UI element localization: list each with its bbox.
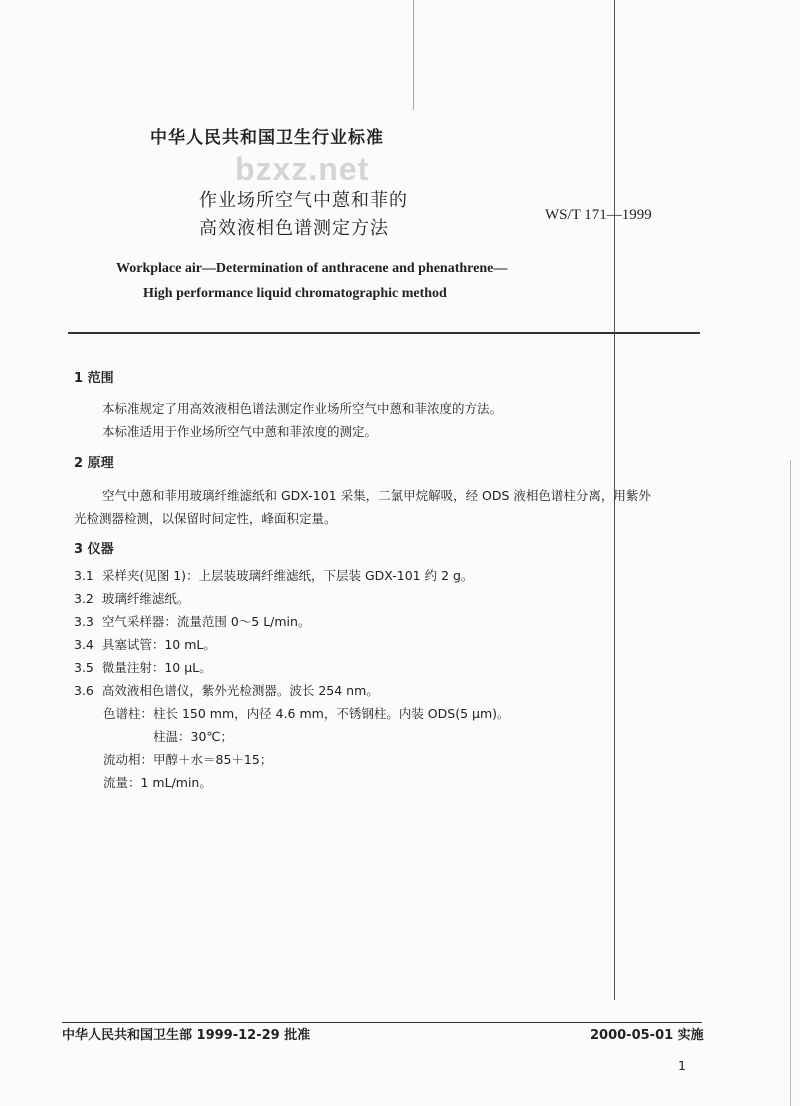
sub-item: 色谱柱：柱长 150 mm，内径 4.6 mm，不锈钢柱。内装 ODS(5 μm)。 xyxy=(103,706,510,721)
approval-date: 中华人民共和国卫生部 1999-12-29 批准 xyxy=(62,1028,311,1043)
paragraph: 光检测器检测，以保留时间定性，峰面积定量。 xyxy=(74,511,337,526)
sub-item: 柱温：30℃； xyxy=(153,729,233,744)
footer-rule xyxy=(62,1022,702,1023)
sub-item: 流量：1 mL/min。 xyxy=(103,775,212,790)
sub-item: 流动相：甲醇＋水＝85＋15； xyxy=(103,752,273,767)
item-text: 微量注射：10 μL。 xyxy=(101,660,212,675)
scan-line xyxy=(790,460,791,1106)
item-text: 具塞试管：10 mL。 xyxy=(101,637,216,652)
item-number: 3.6 xyxy=(74,683,94,698)
item-text: 高效液相色谱仪，紫外光检测器。波长 254 nm。 xyxy=(101,683,379,698)
title-line-2: 高效液相色谱测定方法 xyxy=(199,218,389,239)
english-title-line-2: High performance liquid chromatographic method xyxy=(143,286,447,301)
list-item xyxy=(74,568,473,584)
list-item xyxy=(74,637,216,653)
item-number: 3.5 xyxy=(74,660,94,675)
page-number: 1 xyxy=(678,1058,686,1073)
english-title-line-1: Workplace air—Determination of anthracene and phenathrene— xyxy=(116,261,508,276)
paragraph: 本标准适用于作业场所空气中蒽和菲浓度的测定。 xyxy=(102,424,378,439)
effective-date: 2000-05-01 实施 xyxy=(590,1028,704,1043)
section-heading: 3 仪器 xyxy=(74,542,114,557)
scan-line xyxy=(413,0,414,110)
item-text: 玻璃纤维滤纸。 xyxy=(101,591,190,606)
issuing-organization: 中华人民共和国卫生行业标准 xyxy=(150,128,384,148)
list-item xyxy=(74,591,189,607)
item-text: 空气采样器：流量范围 0～5 L/min。 xyxy=(101,614,311,629)
item-number: 3.4 xyxy=(74,637,94,652)
item-text: 采样夹(见图 1)：上层装玻璃纤维滤纸，下层装 GDX-101 约 2 g。 xyxy=(101,568,474,583)
paragraph: 空气中蒽和菲用玻璃纤维滤纸和 GDX-101 采集，二氯甲烷解吸，经 ODS 液相色谱柱分离，用紫外 xyxy=(102,488,651,503)
item-number: 3.1 xyxy=(74,568,94,583)
item-number: 3.2 xyxy=(74,591,94,606)
watermark: bzxz.net xyxy=(235,151,370,187)
standard-code: WS/T 171—1999 xyxy=(545,207,652,223)
list-item xyxy=(74,683,379,699)
paragraph: 本标准规定了用高效液相色谱法测定作业场所空气中蒽和菲浓度的方法。 xyxy=(102,401,503,416)
title-line-1: 作业场所空气中蒽和菲的 xyxy=(199,190,408,211)
section-heading: 1 范围 xyxy=(74,371,114,386)
header-rule xyxy=(68,332,700,334)
list-item xyxy=(74,660,212,676)
section-heading: 2 原理 xyxy=(74,456,114,471)
list-item xyxy=(74,614,310,630)
item-number: 3.3 xyxy=(74,614,94,629)
